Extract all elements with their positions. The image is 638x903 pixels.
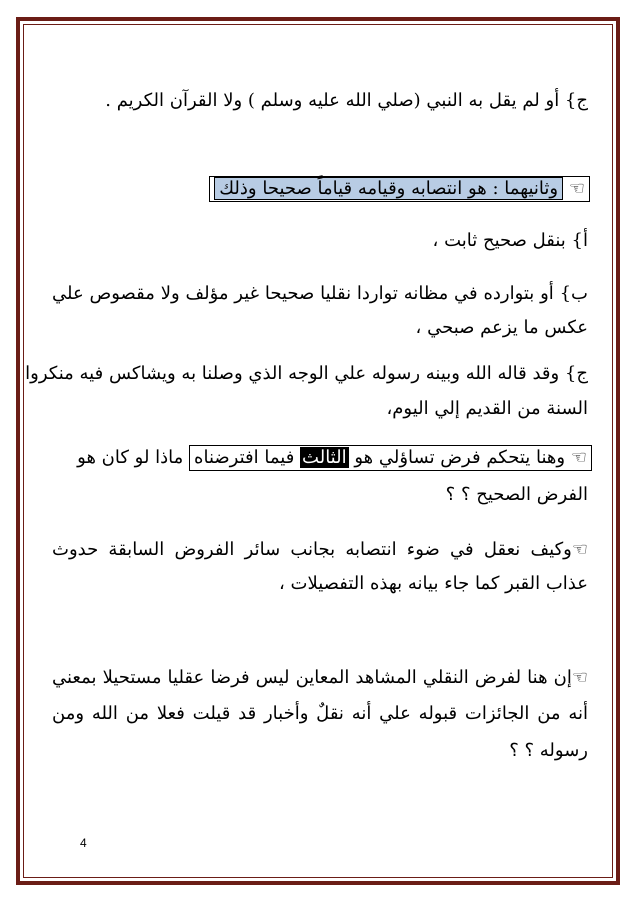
- text-line-14: رسوله ؟ ؟: [509, 740, 588, 761]
- text-line-3: أ} بنقل صحيح ثابت ،: [432, 230, 588, 251]
- boxed-sentence: [209, 176, 590, 202]
- pointing-hand-icon: ☜: [571, 667, 588, 688]
- boxed-text-2b: فيما افترضناه: [194, 447, 295, 468]
- text-line-9: الفرض الصحيح ؟ ؟: [445, 484, 588, 505]
- highlighted-word: الثالث: [302, 447, 347, 468]
- line-12-text: إن هنا لفرض النقلي المشاهد المعاين ليس فرضا عقليا مستحيلا بمعني: [52, 667, 572, 688]
- text-line-13: أنه من الجائزات قبوله علي أنه نقلٌ وأخبار قد قيلت فعلا من الله ومن: [52, 703, 588, 724]
- text-line-12: [52, 665, 588, 691]
- boxed-text-2a: وهنا يتحكم فرض تساؤلي هو: [354, 447, 566, 468]
- highlight-box-1: [209, 176, 590, 202]
- text-line-11: عذاب القبر كما جاء بيانه بهذه التفصيلات ،: [278, 573, 588, 594]
- boxed-text-1: وثانيهما : هو انتصابه وقيامه قياماً صحيحا وذلك: [214, 177, 563, 200]
- line-8-tail: ماذا لو كان هو: [77, 447, 184, 468]
- pointing-hand-icon: ☜: [570, 447, 587, 468]
- pointing-hand-icon: ☜: [571, 539, 588, 560]
- page-number: 4: [80, 836, 87, 850]
- text-line-1: ج} أو لم يقل به النبي (صلي الله عليه وسلم ) ولا القرآن الكريم .: [105, 90, 588, 111]
- boxed-question: [189, 445, 592, 471]
- text-line-5: عكس ما يزعم صبحي ،: [415, 317, 588, 338]
- text-line-4: ب} أو بتوارده في مظانه تواردا نقليا صحيحا غير مؤلف ولا مقصوص علي: [52, 283, 588, 304]
- text-line-8: [78, 445, 592, 471]
- pointing-hand-icon: ☜: [568, 178, 585, 199]
- text-line-10: [52, 537, 588, 563]
- line-10-text: وكيف نعقل في ضوء انتصابه بجانب سائر الفروض السابقة حدوث: [52, 539, 572, 560]
- text-line-6: ج} وقد قاله الله وبينه رسوله علي الوجه الذي وصلنا به ويشاكس فيه منكروا: [25, 363, 588, 384]
- text-line-7: السنة من القديم إلي اليوم،: [386, 398, 588, 419]
